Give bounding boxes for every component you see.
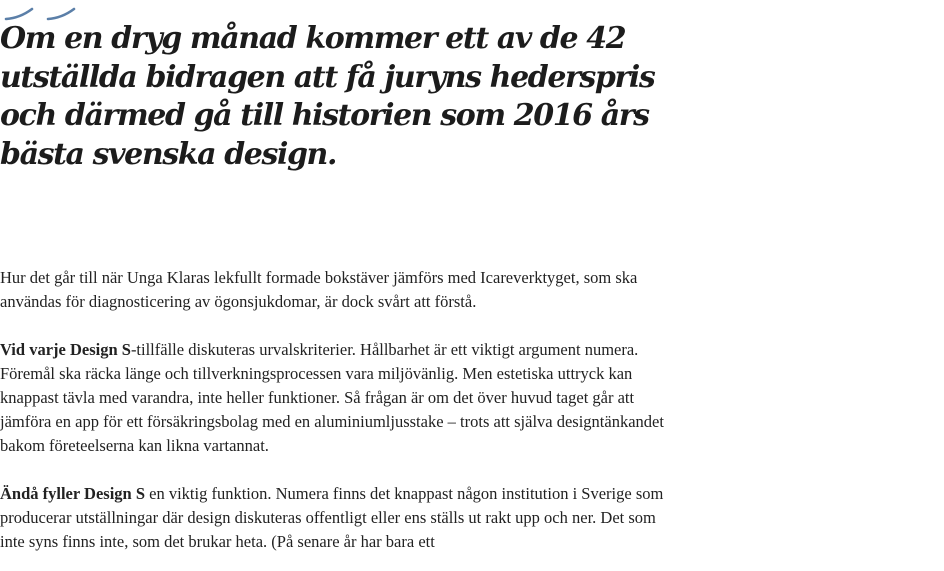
paragraph: [0, 338, 680, 458]
paragraph-lead: Vid varje Design S: [0, 340, 131, 359]
paragraph: [0, 482, 680, 554]
paragraph-text: -tillfälle diskuteras urvalskriterier. Hållbarhet är ett viktigt argument numera. Föremål ska räcka länge och tillverkningsprocessen vara miljövänlig. Men estetiska uttryck kan knappast tävla med varandra, inte heller funktioner. Så frågan är om det över huvud taget går att jämföra en app för ett försäkringsbolag med en aluminiumljusstake – trots att själva designtänkandet bakom företeelserna kan likna vartannat.: [0, 340, 664, 455]
paragraph-lead: Ändå fyller Design S: [0, 484, 146, 503]
article-body: [0, 266, 680, 571]
pullquote: Om en dryg månad kommer ett av de 42 utställda bidragen att få juryns hederspris och därmed gå till historien som 2016 års bästa svenska design.: [0, 21, 655, 172]
paragraph-text: en viktig funktion. Numera finns det knappast någon institution i Sverige som producerar utställningar där design diskuteras offentligt eller ens ställs ut rakt upp och ner. Det som inte syns finns inte, som det brukar heta. (På senare år har bara ett: [0, 484, 664, 551]
paragraph: Hur det går till när Unga Klaras lekfullt formade bokstäver jämförs med Icareverktyget, som ska användas för diagnosticering av ögonsjukdomar, är dock svårt att förstå.: [0, 268, 638, 311]
